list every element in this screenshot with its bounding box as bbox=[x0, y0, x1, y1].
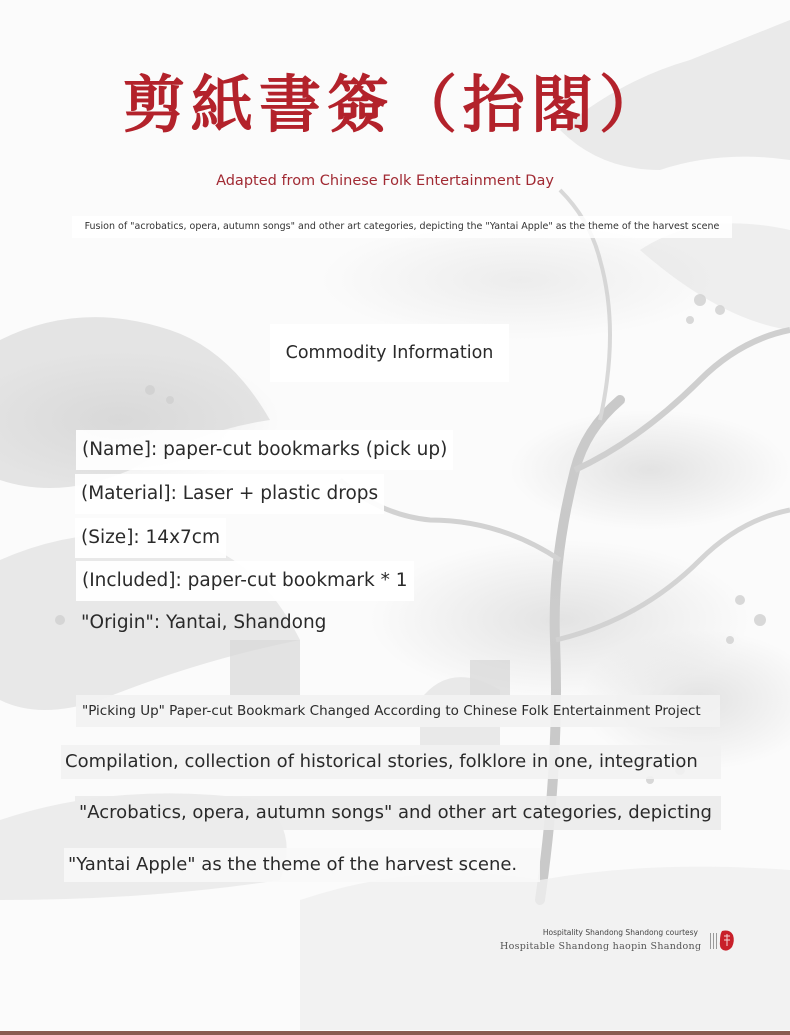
info-name: (Name]: paper-cut bookmarks (pick up) bbox=[76, 430, 453, 470]
info-origin: "Origin": Yantai, Shandong bbox=[81, 612, 327, 633]
info-included: (Included]: paper-cut bookmark * 1 bbox=[76, 561, 414, 601]
project-line: "Picking Up" Paper-cut Bookmark Changed According to Chinese Folk Entertainment Project bbox=[76, 695, 720, 727]
story-line-2: "Acrobatics, opera, autumn songs" and other art categories, depicting bbox=[75, 796, 721, 830]
footer-tagline-1: Hospitality Shandong Shandong courtesy bbox=[542, 928, 698, 937]
footer-tagline-2: Hospitable Shandong haopin Shandong bbox=[500, 941, 702, 952]
commodity-info-heading: Commodity Information bbox=[270, 324, 509, 382]
bottom-divider bbox=[0, 1031, 790, 1035]
info-size: (Size]: 14x7cm bbox=[75, 518, 226, 558]
info-material: (Material]: Laser + plastic drops bbox=[75, 474, 384, 514]
red-seal-icon bbox=[708, 928, 736, 954]
theme-description: Fusion of "acrobatics, opera, autumn songs" and other art categories, depicting the "Yantai Apple" as the theme of the harvest scene bbox=[72, 216, 732, 238]
story-line-1: Compilation, collection of historical stories, folklore in one, integration bbox=[61, 745, 721, 779]
story-line-3: "Yantai Apple" as the theme of the harvest scene. bbox=[64, 848, 540, 882]
page-title: 剪紙書簽（抬閣） bbox=[122, 68, 667, 141]
page-subtitle: Adapted from Chinese Folk Entertainment Day bbox=[216, 173, 554, 189]
